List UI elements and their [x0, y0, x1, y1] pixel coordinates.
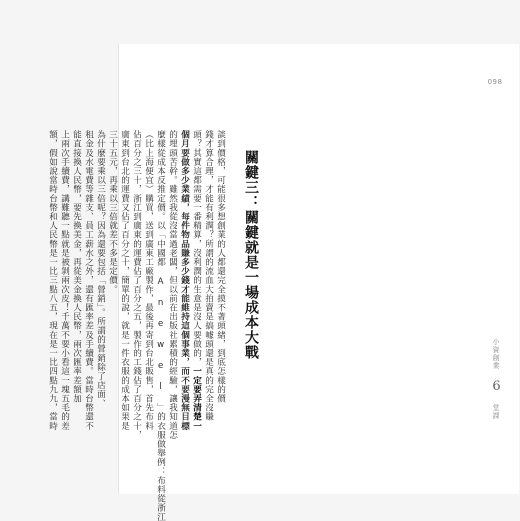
text-column: 租金及水電費等雜支、員工薪水之外，還有匯率差及手續費。當時台幣還不 — [83, 130, 94, 431]
text-column: 三十五元，再乘以三倍就差不多是定價。 — [107, 130, 118, 294]
highlight-phrase: 一定要弄清楚一 — [191, 366, 202, 431]
footer-suffix: 堂課 — [492, 404, 500, 420]
text-column: 上兩次手續費，講難聽一點就是被剝兩次皮！千萬不要小看這一塊五毛的差 — [59, 130, 70, 431]
text-column: 個月要做多少業績，每件物品賺多少錢才能維持這個事業，而不要漫無目標 — [179, 130, 190, 431]
text-column: 錢才算合理，才能有利潤？所謂的流血大拍賣是搞噱頭還是真的完全沒賺 — [203, 130, 214, 422]
text-column: 為什麼要乘以三倍呢？因為還要包括「營銷」。所謂的營銷除了店面、 — [95, 130, 106, 408]
running-footer — [486, 338, 504, 420]
text-column: 佔百分之三十，浙江到廣東的運費佔了百分之五，製作的工錢佔了百分之十， — [131, 130, 142, 440]
section-heading: 關鍵三：關鍵就是一場成本大戰 — [243, 150, 259, 360]
book-page — [118, 44, 519, 494]
text-column: 談到價格，可能很多想創業的人都還完全摸不著頭緒，到底怎樣的價 — [215, 130, 226, 403]
text-column: 的埋頭苦幹。雖然我從沒當過老闆，但以前在出版社累積的經驗，讓我知道怎 — [167, 130, 178, 440]
page-number: 098 — [487, 78, 503, 86]
text-column: 廣東到台北的運費又佔了百分之十，簡單的說，就是一件衣服的成本如果是 — [119, 130, 130, 431]
text-column: 頭？其實這都需要一番精算，沒利潤的生意是沒人要做的，一定要弄清楚一 — [191, 130, 202, 431]
footer-series: 小資創業 — [492, 338, 500, 370]
text-column: 麼樣從成本反推定價。以「中國都 A n e w e l 」的衣服做舉例：布料從浙江 — [155, 130, 166, 521]
footer-number: 6 — [489, 379, 504, 395]
text-column: （比上海便宜）購買，送到廣東工廠製作，最後再寄到台北販售，首先布料 — [143, 130, 154, 431]
text-column: 能直接換人民幣，要先換美金，再從美金換人民幣，兩次匯率差額加 — [71, 130, 82, 403]
text-column: 額，假如說當時台幣和人民幣是一比三點八五，現在是一比四點九九，當時 — [47, 130, 58, 431]
